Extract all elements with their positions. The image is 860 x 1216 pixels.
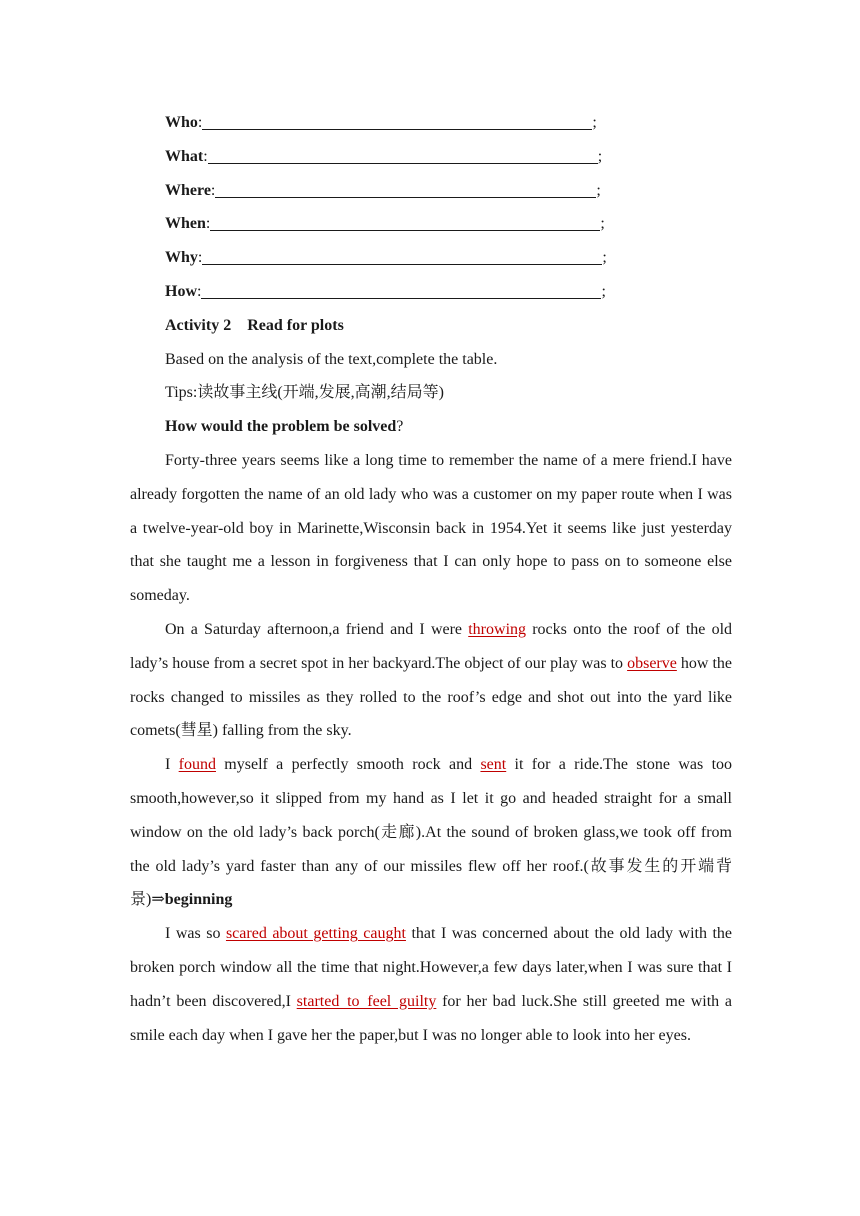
story-text: I	[165, 756, 179, 774]
colon: :	[205, 215, 211, 233]
highlighted-word: sent	[480, 756, 507, 774]
story-text: rocks onto the roof of the old lady’s house from a secret spot in her backyard.The object of our play was to	[130, 620, 733, 672]
story-text: myself a perfectly smooth rock and	[215, 756, 481, 774]
colon: :	[197, 114, 203, 131]
question-who	[130, 106, 732, 140]
activity-title: Activity 2 Read for plots	[165, 316, 344, 334]
question-mark: ?	[396, 418, 404, 436]
colon: :	[197, 282, 202, 300]
answer-blank	[202, 111, 592, 130]
answer-blank	[215, 179, 596, 198]
answer-blank	[210, 212, 600, 231]
story-paragraph-1: Forty-three years seems like a long time to remember the name of a mere friend.I have already forgotten the name of an old lady who was a customer on my paper route when I was a twelve-year-old boy in Marinette,Wisconsin back in 1954.Yet it seems like just yesterday that she taught me a lesson in forgiveness that I can only hope to pass on to someone else someday.	[130, 451, 732, 605]
story-paragraph-3	[130, 748, 732, 917]
highlighted-word: found	[178, 756, 216, 774]
question-label: How	[165, 282, 197, 300]
story-paragraph-4	[130, 917, 732, 1052]
semicolon: ;	[601, 282, 606, 300]
activity-tips: Tips:读故事主线(开端,发展,高潮,结局等)	[165, 384, 444, 402]
question-label: Why	[165, 249, 198, 267]
document-content	[130, 106, 732, 1052]
question-label: Who	[165, 114, 198, 131]
semicolon: ;	[592, 114, 597, 131]
activity-question	[130, 410, 732, 444]
question-how	[130, 275, 732, 309]
highlighted-word: observe	[627, 654, 677, 672]
answer-blank	[202, 246, 602, 265]
question-why	[130, 241, 732, 275]
question-text: How would the problem be solved	[165, 418, 397, 436]
story-text: I was so	[165, 925, 226, 943]
colon: :	[210, 181, 216, 199]
question-label: Where	[165, 181, 211, 199]
question-where	[130, 174, 732, 208]
answer-blank	[201, 280, 601, 299]
semicolon: ;	[600, 215, 605, 233]
story-paragraph-2	[130, 613, 732, 748]
highlighted-word: throwing	[468, 620, 527, 638]
semicolon: ;	[596, 181, 601, 199]
question-label: When	[165, 215, 206, 233]
plot-stage-label: beginning	[164, 891, 233, 909]
question-what	[130, 140, 732, 174]
colon: :	[203, 147, 208, 165]
story-text: how the rocks changed to missiles as they rolled to the roof’s edge and shot out into the yard like comets(彗星) falling from the sky.	[130, 654, 733, 740]
question-label: What	[165, 147, 204, 165]
semicolon: ;	[602, 249, 607, 267]
semicolon: ;	[597, 147, 603, 165]
story-text: that I was concerned about the old lady with the broken porch window all the time that night.However,a few days later,when I was sure that I hadn’t been discovered,I	[130, 925, 733, 1010]
question-when	[130, 207, 732, 241]
activity-instruction: Based on the analysis of the text,complete the table.	[165, 350, 498, 368]
highlighted-phrase: started to feel guilty	[296, 992, 437, 1010]
colon: :	[197, 249, 203, 267]
answer-blank	[208, 145, 598, 164]
highlighted-phrase: scared about getting caught	[225, 925, 406, 943]
story-text: On a Saturday afternoon,a friend and I were	[165, 620, 469, 638]
story-text: it for a ride.The stone was too smooth,however,so it slipped from my hand as I let it go and headed straight for a small window on the old lady’s back porch(走廊).At the sound of broken glass,we took off from the old lady’s yard faster than any of our missiles flew off her roof.(故事发生的开端背景)⇒	[130, 756, 733, 909]
story-text: for her bad luck.She still greeted me with a smile each day when I gave her the paper,but I was no longer able to look into her eyes.	[130, 992, 732, 1044]
